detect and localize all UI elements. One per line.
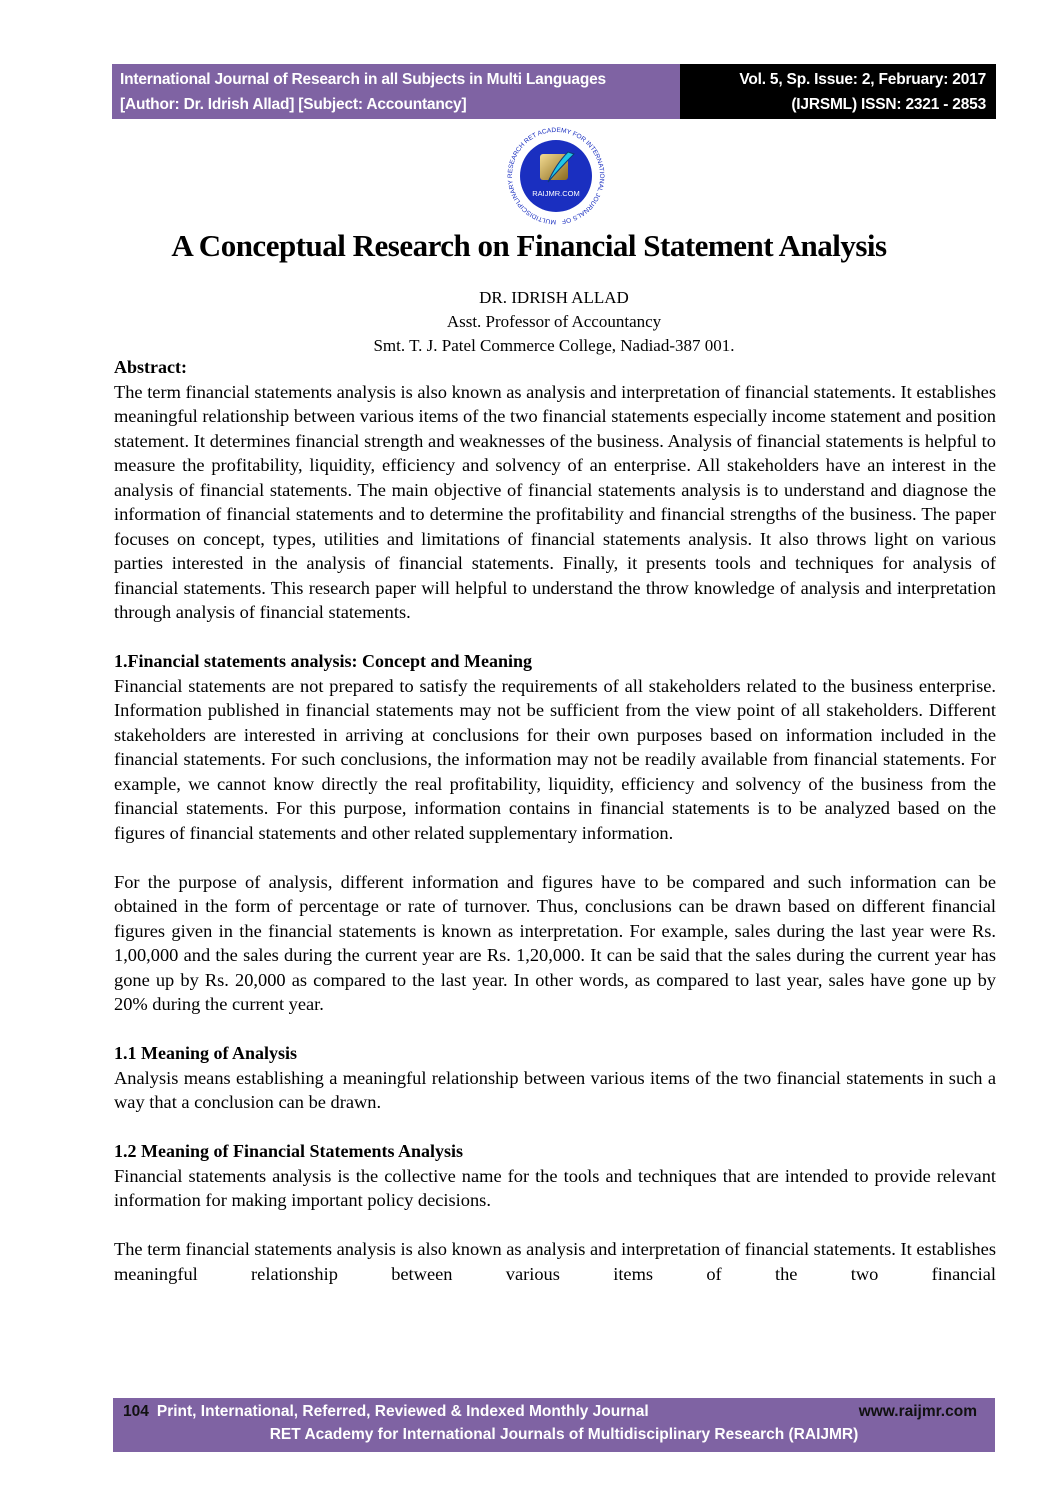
website-link[interactable]: www.raijmr.com: [858, 1403, 977, 1420]
journal-header: [112, 64, 996, 119]
abstract-text: The term financial statements analysis is also known as analysis and interpretation of financial statements. It establishes meaningful relationship between various items of the two financial statements especially income statement and position statement. It determines financial strength and weaknesses of the business. Analysis of financial statements is helpful to measure the profitability, liquidity, efficiency and solvency of an enterprise. All stakeholders have an interest in the analysis of financial statements. The main objective of financial statements analysis is to understand and diagnose the information of financial statements and to determine the profitability and financial strengths of the business. The paper focuses on concept, types, utilities and limitations of financial statements analysis. It also throws light on various parties interested in the analysis of financial statements. Finally, it presents tools and techniques for analysis of financial statements. This research paper will helpful to understand the throw knowledge of analysis and interpretation through analysis of financial statements.: [114, 381, 996, 622]
journal-name: International Journal of Research in all Subjects in Multi Languages: [120, 71, 606, 88]
section-heading: 1.2 Meaning of Financial Statements Analysis: [114, 1141, 464, 1161]
footer-tagline: Print, International, Referred, Reviewed & Indexed Monthly Journal: [156, 1403, 649, 1420]
author-affiliation: Smt. T. J. Patel Commerce College, Nadiad-387 001.: [373, 336, 735, 355]
page-number: 104: [123, 1403, 149, 1420]
journal-footer: [113, 1398, 995, 1452]
raijmr-logo: [500, 122, 612, 230]
section-heading: 1.Financial statements analysis: Concept and Meaning: [114, 651, 533, 671]
author-subject: [Author: Dr. Idrish Allad] [Subject: Accountancy]: [120, 96, 467, 113]
journal-header-left: [112, 64, 680, 119]
section-paragraph: For the purpose of analysis, different information and figures have to be compared and such information can be obtained in the form of percentage or rate of turnover. Thus, conclusions can be drawn based on different financial figures given in the financial statements is known as interpretation. For example, sales during the last year were Rs. 1,00,000 and the sales during the current year are Rs. 1,20,000. It can be said that the sales during the current year has gone up by Rs. 20,000 as compared to the last year. In other words, as compared to last year, sales have gone up by 20% during the current year.: [114, 871, 996, 1014]
volume-issue: Vol. 5, Sp. Issue: 2, February: 2017: [739, 71, 986, 88]
abstract-heading: Abstract:: [114, 357, 187, 377]
section-paragraph: Financial statements are not prepared to satisfy the requirements of all stakeholders related to the business enterprise. Information published in financial statements may not be sufficient from the view point of all stakeholders. Different stakeholders are interested in arriving at conclusions for their own purposes based on information included in the financial statements. For such conclusions, the information may not be readily available from financial statements. For example, we cannot know directly the real profitability, liquidity, efficiency and solvency of the business from the financial statements. For this purpose, information contains in financial statements is to be analyzed based on the figures of financial statements and other related supplementary information.: [114, 675, 996, 843]
footer-publisher: RET Academy for International Journals of Multidisciplinary Research (RAIJMR): [269, 1426, 859, 1443]
author-name: DR. IDRISH ALLAD: [479, 288, 629, 307]
section-paragraph: Analysis means establishing a meaningful relationship between various items of the two financial statements in such a way that a conclusion can be drawn.: [114, 1067, 996, 1112]
logo-ring-text: MULTIDISCIPLINARY RESEARCH RET ACADEMY FOR INTERNATIONAL JOURNALS OF: [506, 126, 606, 226]
paper-title: A Conceptual Research on Financial Statement Analysis: [171, 228, 887, 263]
logo-center-text: RAIJMR.COM: [532, 189, 580, 198]
issn: (IJRSML) ISSN: 2321 - 2853: [791, 96, 986, 113]
author-position: Asst. Professor of Accountancy: [446, 312, 662, 331]
section-heading: 1.1 Meaning of Analysis: [114, 1043, 298, 1063]
section-paragraph: The term financial statements analysis is also known as analysis and interpretation of financial statements. It establishes meaningful relationship between various items of the two financial: [114, 1239, 996, 1284]
paper-body: [114, 355, 996, 1286]
journal-header-right: [680, 64, 996, 119]
section-paragraph: Financial statements analysis is the collective name for the tools and techniques that are intended to provide relevant information for making important policy decisions.: [114, 1165, 996, 1210]
